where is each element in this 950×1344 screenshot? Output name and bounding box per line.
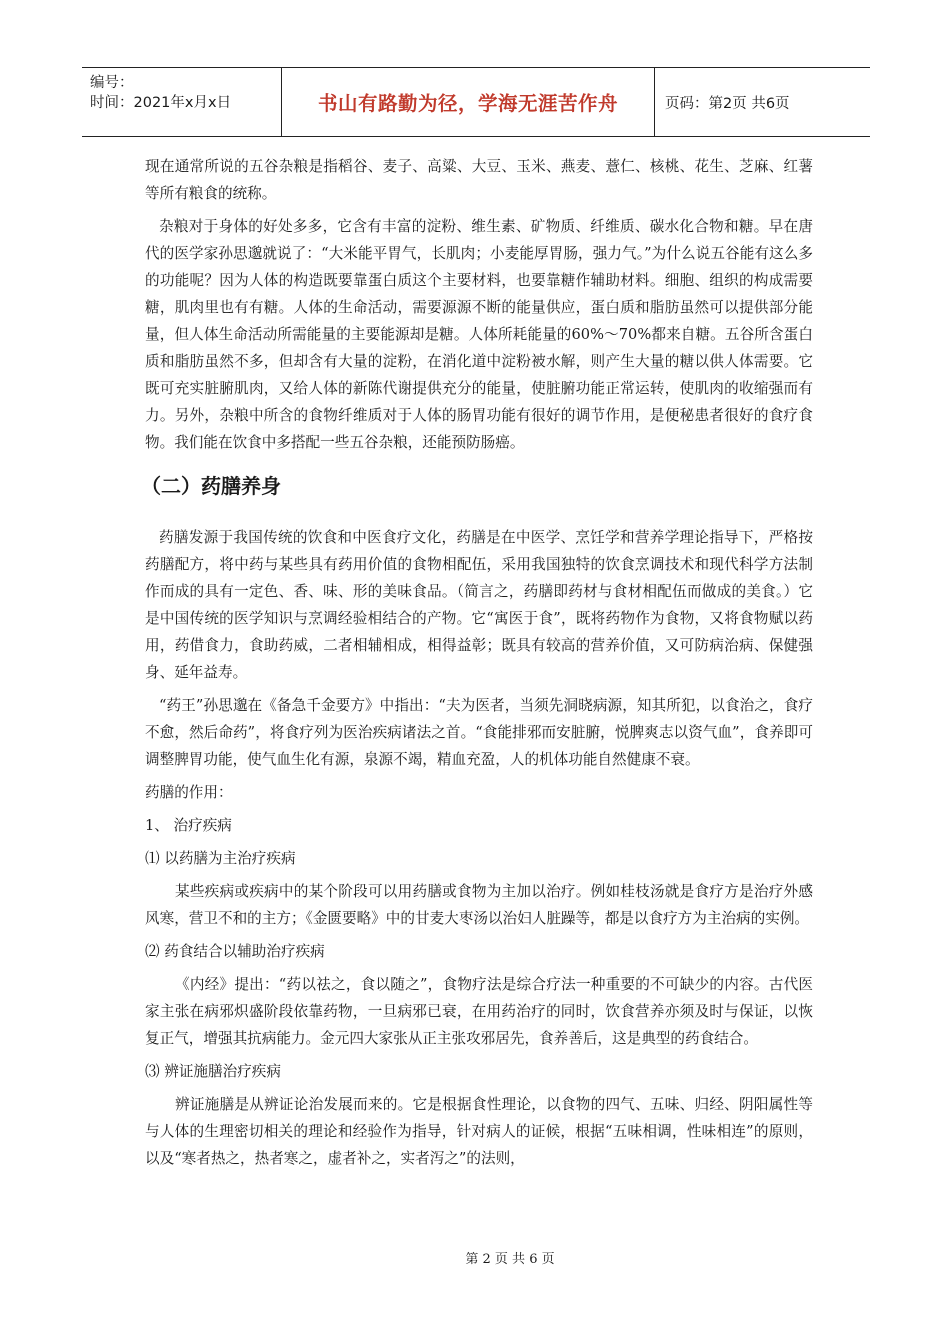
subheading-syndrome-diet: ⑶ 辨证施膳治疗疾病 xyxy=(145,1063,281,1080)
subheading-auxiliary-treatment: ⑵ 药食结合以辅助治疗疾病 xyxy=(145,943,325,960)
effects-label: 药膳的作用： xyxy=(145,784,233,801)
paragraph-grains-benefits: 杂粮对于身体的好处多多，它含有丰富的淀粉、维生素、矿物质、纤维质、碳水化合物和糖。早在唐代的医学家孙思邈就说了：“大米能平胃气，长肌肉；小麦能厚胃肠，强力气。”为什么说五谷能有这么多的功能呢？因为人体的构造既要靠蛋白质这个主要材料，也要靠糖作辅助材料。细胞、组织的构成需要糖，肌肉里也有有糖。人体的生命活动，需要源源不断的能量供应，蛋白质和脂肪虽然可以提供部分能量，但人体生命活动所需能量的主要能源却是糖。人体所耗能量的60%～70%都来自糖。五谷所含蛋白质和脂肪虽然不多，但却含有大量的淀粉，在消化道中淀粉被水解，则产生大量的糖以供人体需要。它既可充实脏腑肌肉，又给人体的新陈代谢提供充分的能量，使脏腑功能正常运转，使肌肉的收缩强而有力。另外，杂粮中所含的食物纤维质对于人体的肠胃功能有很好的调节作用，是便秘患者很好的食疗食物。我们能在饮食中多搭配一些五谷杂粮，还能预防肠癌。 xyxy=(145,218,813,451)
list-item-treat-disease: 1、 治疗疾病 xyxy=(145,817,232,834)
section-heading: （二）药膳养身 xyxy=(141,474,281,498)
page-footer: 第 2 页 共 6 页 xyxy=(465,1252,555,1267)
header-page-info: 页码：第2页 共6页 xyxy=(665,95,790,112)
paragraph-syndrome-diet: 辨证施膳是从辨证论治发展而来的。它是根据食性理论，以食物的四气、五味、归经、阴阳属性等与人体的生理密切相关的理论和经验作为指导，针对病人的证候，根据“五味相调，性味相连”的原则，以及“寒者热之，热者寒之，虚者补之，实者泻之”的法则， xyxy=(145,1096,813,1167)
subheading-main-treatment: ⑴ 以药膳为主治疗疾病 xyxy=(145,850,296,867)
document-body xyxy=(141,153,813,1172)
paragraph-auxiliary-treatment: 《内经》提出：“药以祛之，食以随之”，食物疗法是综合疗法一种重要的不可缺少的内容。古代医家主张在病邪炽盛阶段依靠药物，一旦病邪已衰，在用药治疗的同时，饮食营养亦须及时与保证，以恢复正气，增强其抗病能力。金元四大家张从正主张攻邪居先，食养善后，这是典型的药食结合。 xyxy=(145,976,813,1047)
paragraph-sun-simiao-quote: “药王”孙思邈在《备急千金要方》中指出：“夫为医者，当须先洞晓病源，知其所犯，以食治之，食疗不愈，然后命药”，将食疗列为医治疾病诸法之首。“食能排邪而安脏腑，悦脾爽志以资气血”，食养即可调整脾胃功能，使气血生化有源，泉源不竭，精血充盈，人的机体功能自然健康不衰。 xyxy=(145,697,813,768)
paragraph-medicated-diet-intro: 药膳发源于我国传统的饮食和中医食疗文化，药膳是在中医学、烹饪学和营养学理论指导下，严格按药膳配方，将中药与某些具有药用价值的食物相配伍，采用我国独特的饮食烹调技术和现代科学方法制作而成的具有一定色、香、味、形的美味食品。（简言之，药膳即药材与食材相配伍而做成的美食。）它是中国传统的医学知识与烹调经验相结合的产物。它“寓医于食”，既将药物作为食物，又将食物赋以药用，药借食力，食助药威，二者相辅相成，相得益彰；既具有较高的营养价值，又可防病治病、保健强身、延年益寿。 xyxy=(145,529,813,681)
document-number-label: 编号： xyxy=(90,75,134,91)
header-motto: 书山有路勤为径，学海无涯苦作舟 xyxy=(282,68,655,136)
header-meta xyxy=(82,68,282,136)
document-date: 时间：2021年x月x日 xyxy=(90,95,232,111)
page-header xyxy=(82,67,870,137)
paragraph-main-treatment: 某些疾病或疾病中的某个阶段可以用药膳或食物为主加以治疗。例如桂枝汤就是食疗方是治疗外感风寒，营卫不和的主方；《金匮要略》中的甘麦大枣汤以治妇人脏躁等，都是以食疗方为主治病的实例。 xyxy=(145,883,813,927)
paragraph-grains-definition: 现在通常所说的五谷杂粮是指稻谷、麦子、高粱、大豆、玉米、燕麦、薏仁、核桃、花生、芝麻、红薯等所有粮食的统称。 xyxy=(145,158,813,202)
